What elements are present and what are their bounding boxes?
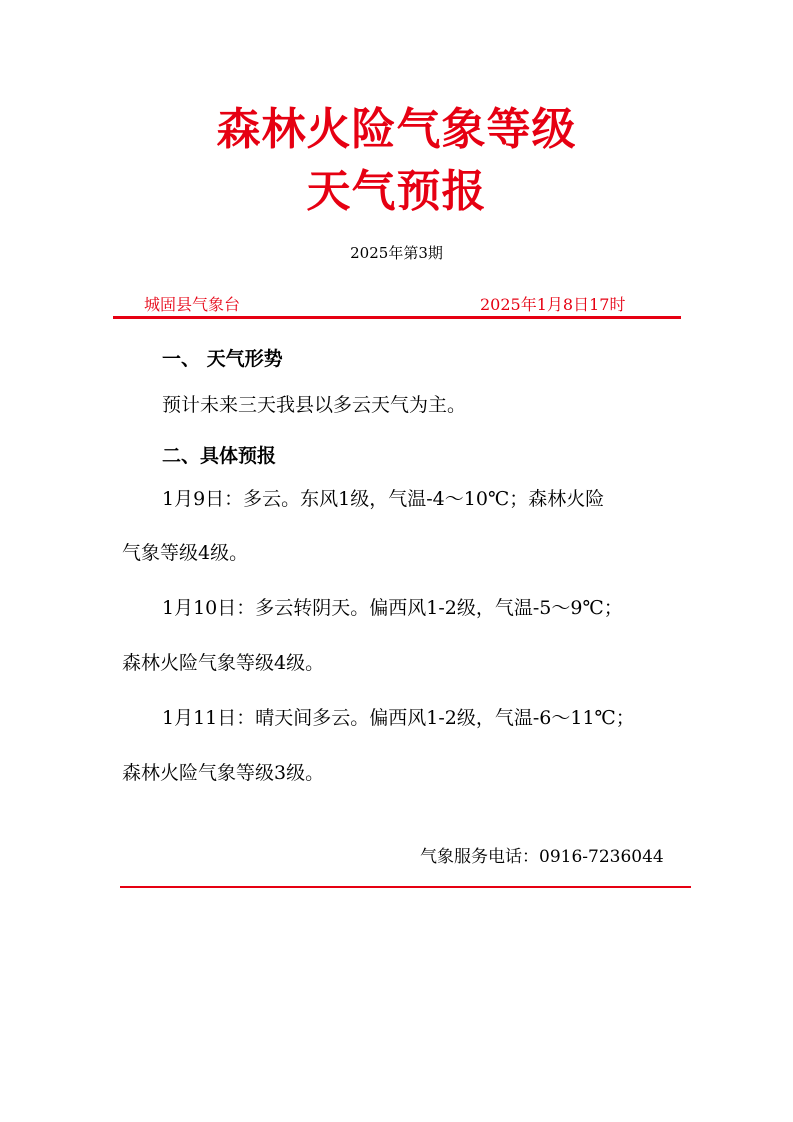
forecast-day2-line1: 1月10日：多云转阴天。偏西风1-2级，气温-5～9℃；	[162, 597, 623, 619]
footer-divider	[120, 886, 691, 888]
header-divider	[113, 316, 681, 319]
forecast-day1-line1: 1月9日：多云。东风1级，气温-4～10℃；森林火险	[162, 488, 605, 510]
section-heading-weather-situation: 一、 天气形势	[162, 348, 283, 370]
section-heading-detailed-forecast: 二、具体预报	[162, 445, 277, 467]
forecast-day3-line2: 森林火险气象等级3级。	[122, 762, 325, 784]
forecast-day1-line2: 气象等级4级。	[122, 542, 249, 564]
service-phone: 气象服务电话：0916-7236044	[420, 847, 664, 867]
issuing-organization: 城固县气象台	[144, 295, 241, 314]
title-line-2: 天气预报	[306, 166, 487, 217]
title-line-1: 森林火险气象等级	[216, 104, 577, 155]
forecast-day2-line2: 森林火险气象等级4级。	[122, 652, 325, 674]
issue-date: 2025年1月8日17时	[480, 295, 626, 314]
issue-number: 2025年第3期	[350, 244, 443, 262]
forecast-day3-line1: 1月11日：晴天间多云。偏西风1-2级，气温-6～11℃；	[162, 707, 635, 729]
weather-situation-text: 预计未来三天我县以多云天气为主。	[162, 394, 467, 416]
